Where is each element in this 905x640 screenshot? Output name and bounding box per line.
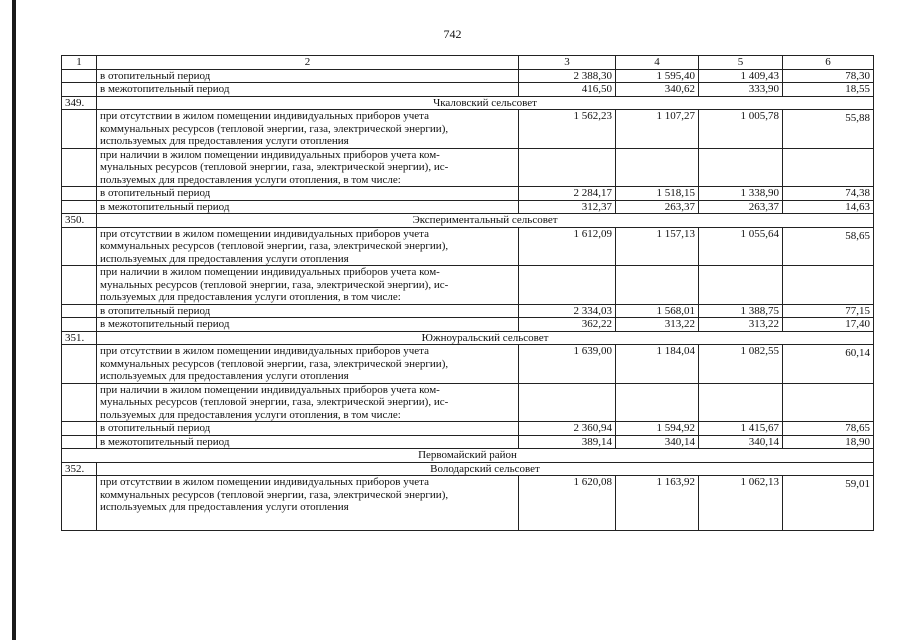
row-number-cell bbox=[62, 227, 97, 266]
table-row bbox=[62, 476, 874, 531]
description-line: при отсутствии в жилом помещении индивидуальных приборов учета bbox=[100, 476, 429, 488]
value-cell-col4 bbox=[616, 383, 699, 422]
value-cell-col5 bbox=[699, 383, 783, 422]
value-cell-col3 bbox=[519, 266, 616, 305]
value-cell-col6: 60,14 bbox=[783, 345, 874, 384]
district-row bbox=[62, 449, 874, 463]
section-row bbox=[62, 96, 874, 110]
table-row bbox=[62, 318, 874, 332]
district-title: Первомайский район bbox=[62, 449, 874, 463]
row-description: в межотопительный период bbox=[97, 435, 519, 449]
table-row bbox=[62, 200, 874, 214]
description-line: коммунальных ресурсов (тепловой энергии, газа, электрической энергии), bbox=[100, 357, 449, 370]
row-description bbox=[97, 266, 519, 305]
value-cell-col6 bbox=[783, 266, 874, 305]
value-cell-col5: 1 082,55 bbox=[699, 345, 783, 384]
table-row bbox=[62, 266, 874, 305]
description-line: при наличии в жилом помещении индивидуальных приборов учета ком- bbox=[100, 266, 440, 278]
description-line: при отсутствии в жилом помещении индивидуальных приборов учета bbox=[100, 110, 429, 122]
table-row bbox=[62, 148, 874, 187]
section-title: Володарский сельсовет bbox=[97, 462, 874, 476]
section-number: 352. bbox=[62, 462, 97, 476]
row-description bbox=[97, 148, 519, 187]
description-line: используемых для предоставления услуги отопления bbox=[100, 252, 349, 265]
header-cell: 5 bbox=[699, 56, 783, 70]
row-number-cell bbox=[62, 318, 97, 332]
table-row bbox=[62, 187, 874, 201]
value-cell-col4: 1 568,01 bbox=[616, 304, 699, 318]
value-cell-col3: 1 639,00 bbox=[519, 345, 616, 384]
description-line: коммунальных ресурсов (тепловой энергии, газа, электрической энергии), bbox=[100, 488, 449, 501]
value-cell-col4: 1 518,15 bbox=[616, 187, 699, 201]
description-line: мунальных ресурсов (тепловой энергии, газа, электрической энергии), ис- bbox=[100, 161, 449, 173]
value-cell-col6: 74,38 bbox=[783, 187, 874, 201]
description-line: при наличии в жилом помещении индивидуальных приборов учета ком- bbox=[100, 383, 440, 396]
value-cell-col6: 17,40 bbox=[783, 318, 874, 332]
value-cell-col3: 2 360,94 bbox=[519, 422, 616, 436]
value-cell-col3: 2 388,30 bbox=[519, 69, 616, 83]
value-cell-col5: 313,22 bbox=[699, 318, 783, 332]
value-cell-col6: 14,63 bbox=[783, 200, 874, 214]
section-title: Южноуральский сельсовет bbox=[97, 331, 874, 345]
value-cell-col6: 78,30 bbox=[783, 69, 874, 83]
value-cell-col4: 263,37 bbox=[616, 200, 699, 214]
table-row bbox=[62, 227, 874, 266]
value-cell-col3: 2 284,17 bbox=[519, 187, 616, 201]
row-description: в отопительный период bbox=[97, 422, 519, 436]
value-cell-col5: 1 055,64 bbox=[699, 227, 783, 266]
value-cell-col3 bbox=[519, 383, 616, 422]
value-cell-col5: 333,90 bbox=[699, 83, 783, 97]
row-description: в отопительный период bbox=[97, 304, 519, 318]
value-cell-col6: 59,01 bbox=[783, 476, 874, 531]
value-cell-col4: 1 184,04 bbox=[616, 345, 699, 384]
section-row bbox=[62, 462, 874, 476]
row-description: в межотопительный период bbox=[97, 200, 519, 214]
value-cell-col4: 1 595,40 bbox=[616, 69, 699, 83]
value-cell-col5 bbox=[699, 148, 783, 187]
section-number: 350. bbox=[62, 214, 97, 228]
value-cell-col5: 1 388,75 bbox=[699, 304, 783, 318]
description-line: используемых для предоставления услуги отопления bbox=[100, 370, 349, 382]
table-row bbox=[62, 345, 874, 384]
table-row bbox=[62, 110, 874, 149]
section-row bbox=[62, 214, 874, 228]
section-number: 351. bbox=[62, 331, 97, 345]
table-row bbox=[62, 304, 874, 318]
row-number-cell bbox=[62, 304, 97, 318]
value-cell-col3: 312,37 bbox=[519, 200, 616, 214]
row-number-cell bbox=[62, 345, 97, 384]
row-description: в межотопительный период bbox=[97, 318, 519, 332]
value-cell-col4: 340,14 bbox=[616, 435, 699, 449]
header-cell: 4 bbox=[616, 56, 699, 70]
header-cell: 2 bbox=[97, 56, 519, 70]
value-cell-col4: 1 107,27 bbox=[616, 110, 699, 149]
value-cell-col4: 340,62 bbox=[616, 83, 699, 97]
value-cell-col6: 18,55 bbox=[783, 83, 874, 97]
value-cell-col5: 263,37 bbox=[699, 200, 783, 214]
section-row bbox=[62, 331, 874, 345]
row-description bbox=[97, 345, 519, 384]
row-number-cell bbox=[62, 110, 97, 149]
row-description: в межотопительный период bbox=[97, 83, 519, 97]
value-cell-col5: 1 415,67 bbox=[699, 422, 783, 436]
row-number-cell bbox=[62, 83, 97, 97]
value-cell-col3: 1 612,09 bbox=[519, 227, 616, 266]
description-line: пользуемых для предоставления услуги отопления, в том числе: bbox=[100, 173, 401, 186]
header-cell: 1 bbox=[62, 56, 97, 70]
value-cell-col3: 389,14 bbox=[519, 435, 616, 449]
description-line: используемых для предоставления услуги отопления bbox=[100, 501, 349, 513]
value-cell-col4: 1 163,92 bbox=[616, 476, 699, 531]
row-number-cell bbox=[62, 476, 97, 531]
description-line: мунальных ресурсов (тепловой энергии, газа, электрической энергии), ис- bbox=[100, 278, 449, 291]
row-number-cell bbox=[62, 187, 97, 201]
value-cell-col6: 58,65 bbox=[783, 227, 874, 266]
value-cell-col3: 2 334,03 bbox=[519, 304, 616, 318]
value-cell-col3: 416,50 bbox=[519, 83, 616, 97]
page-number: 742 bbox=[443, 27, 462, 41]
section-number: 349. bbox=[62, 96, 97, 110]
row-number-cell bbox=[62, 200, 97, 214]
scan-edge-bar bbox=[12, 0, 16, 640]
table-row bbox=[62, 69, 874, 83]
row-number-cell bbox=[62, 148, 97, 187]
header-cell: 6 bbox=[783, 56, 874, 70]
section-title: Экспериментальный сельсовет bbox=[97, 214, 874, 228]
description-line: пользуемых для предоставления услуги отопления, в том числе: bbox=[100, 291, 401, 303]
value-cell-col3: 362,22 bbox=[519, 318, 616, 332]
table-row bbox=[62, 83, 874, 97]
value-cell-col3 bbox=[519, 148, 616, 187]
description-line: при отсутствии в жилом помещении индивидуальных приборов учета bbox=[100, 345, 429, 357]
row-number-cell bbox=[62, 69, 97, 83]
value-cell-col5: 1 338,90 bbox=[699, 187, 783, 201]
value-cell-col6: 18,90 bbox=[783, 435, 874, 449]
value-cell-col6: 78,65 bbox=[783, 422, 874, 436]
description-line: используемых для предоставления услуги отопления bbox=[100, 135, 349, 147]
value-cell-col5: 340,14 bbox=[699, 435, 783, 449]
row-description bbox=[97, 227, 519, 266]
header-row bbox=[62, 56, 874, 70]
description-line: пользуемых для предоставления услуги отопления, в том числе: bbox=[100, 408, 401, 421]
row-description bbox=[97, 476, 519, 531]
value-cell-col4: 1 594,92 bbox=[616, 422, 699, 436]
value-cell-col4 bbox=[616, 266, 699, 305]
description-line: коммунальных ресурсов (тепловой энергии, газа, электрической энергии), bbox=[100, 240, 449, 252]
value-cell-col6 bbox=[783, 383, 874, 422]
section-title: Чкаловский сельсовет bbox=[97, 96, 874, 110]
value-cell-col4: 313,22 bbox=[616, 318, 699, 332]
row-description bbox=[97, 383, 519, 422]
value-cell-col5: 1 062,13 bbox=[699, 476, 783, 531]
description-line: при отсутствии в жилом помещении индивидуальных приборов учета bbox=[100, 227, 429, 240]
value-cell-col3: 1 562,23 bbox=[519, 110, 616, 149]
row-number-cell bbox=[62, 383, 97, 422]
row-number-cell bbox=[62, 422, 97, 436]
value-cell-col4: 1 157,13 bbox=[616, 227, 699, 266]
row-description: в отопительный период bbox=[97, 69, 519, 83]
row-description bbox=[97, 110, 519, 149]
value-cell-col5: 1 005,78 bbox=[699, 110, 783, 149]
description-line: при наличии в жилом помещении индивидуальных приборов учета ком- bbox=[100, 148, 440, 161]
row-number-cell bbox=[62, 266, 97, 305]
row-description: в отопительный период bbox=[97, 187, 519, 201]
value-cell-col5: 1 409,43 bbox=[699, 69, 783, 83]
tariff-table bbox=[61, 55, 874, 531]
value-cell-col5 bbox=[699, 266, 783, 305]
value-cell-col6 bbox=[783, 148, 874, 187]
description-line: мунальных ресурсов (тепловой энергии, газа, электрической энергии), ис- bbox=[100, 396, 449, 408]
header-cell: 3 bbox=[519, 56, 616, 70]
value-cell-col6: 77,15 bbox=[783, 304, 874, 318]
value-cell-col3: 1 620,08 bbox=[519, 476, 616, 531]
table-row bbox=[62, 422, 874, 436]
row-number-cell bbox=[62, 435, 97, 449]
value-cell-col4 bbox=[616, 148, 699, 187]
table-row bbox=[62, 435, 874, 449]
description-line: коммунальных ресурсов (тепловой энергии, газа, электрической энергии), bbox=[100, 122, 449, 135]
value-cell-col6: 55,88 bbox=[783, 110, 874, 149]
table-row bbox=[62, 383, 874, 422]
